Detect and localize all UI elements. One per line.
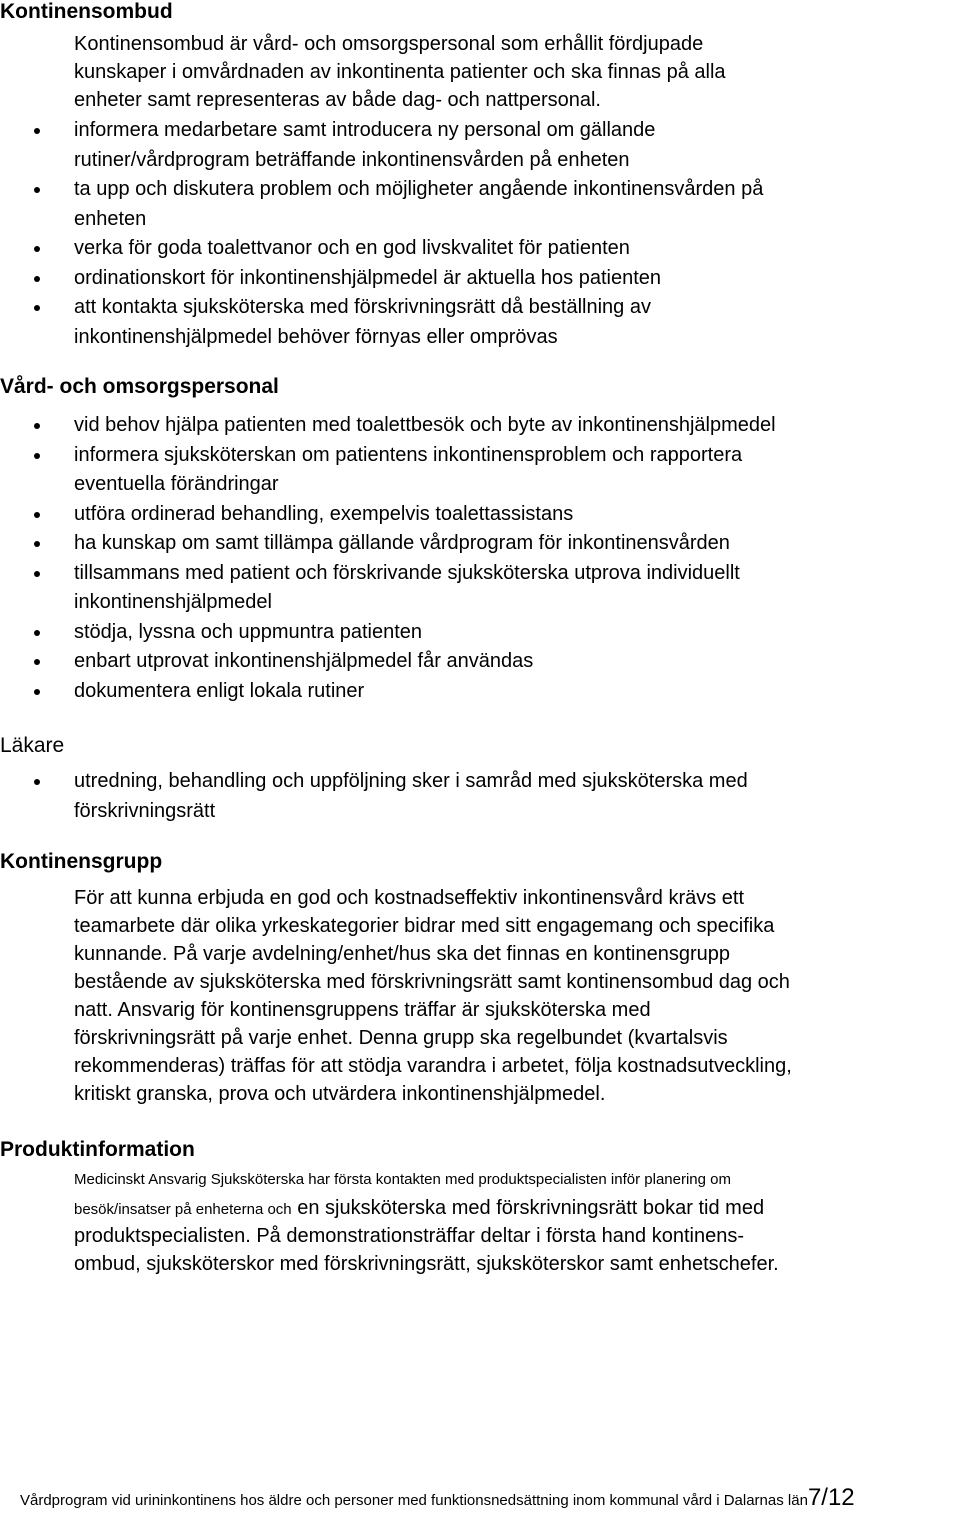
page-number: 7/12 [807,1484,855,1511]
text-line: rekommenderas) träffas för att stödja varandra i arbetet, följa kostnadsutveckling, [74,1055,792,1077]
page-footer [0,1484,960,1515]
bullet-icon [34,305,40,311]
bullet-icon [34,276,40,282]
list-item: informera sjuksköterskan om patientens inkontinensproblem och rapportera eventuella förändringar [0,441,776,500]
list-item: vid behov hjälpa patienten med toalettbesök och byte av inkontinenshjälpmedel [0,411,776,441]
heading-kontinensombud: Kontinensombud [0,0,173,23]
text-line: teamarbete där olika yrkeskategorier bidrar med sitt engagemang och specifika [74,915,775,937]
heading-kontinensgrupp: Kontinensgrupp [0,850,163,873]
text-line: ombud, sjuksköterskor med förskrivningsrätt, sjuksköterskor samt enhetschefer. [74,1253,779,1275]
list-item: enbart utprovat inkontinenshjälpmedel får användas [0,647,776,677]
bullet-icon [34,512,40,518]
bullet-icon [34,571,40,577]
text-line: natt. Ansvarig för kontinensgruppens träffar är sjuksköterska med [74,999,651,1021]
list-item: tillsammans med patient och förskrivande sjuksköterska utprova individuellt inkontinenshjälpmedel [0,559,776,618]
text-line [74,1194,958,1222]
list-item: dokumentera enligt lokala rutiner [0,677,776,707]
list-item: informera medarbetare samt introducera ny personal om gällande rutiner/vårdprogram beträffande inkontinensvården på enheten [0,116,763,175]
bullet-icon [34,187,40,193]
vard-omsorg-list [0,411,776,706]
list-item: ha kunskap om samt tillämpa gällande vårdprogram för inkontinensvården [0,529,776,559]
text-line: bestående av sjuksköterska med förskrivningsrätt samt kontinensombud dag och [74,971,790,993]
produktinformation-text [74,1166,958,1278]
bullet-icon [34,453,40,459]
text-line: kritiskt granska, prova och utvärdera inkontinenshjälpmedel. [74,1083,606,1105]
text-line: Medicinskt Ansvarig Sjuksköterska har första kontakten med produktspecialisten inför planering om [74,1171,731,1188]
heading-lakare: Läkare [0,734,65,757]
intro-line: Kontinensombud är vård- och omsorgspersonal som erhållit fördjupade [74,33,704,55]
heading-produktinformation: Produktinformation [0,1138,195,1161]
list-item: utredning, behandling och uppföljning sker i samråd med sjuksköterska med förskrivningsrätt [0,767,748,826]
bullet-icon [34,779,40,785]
bullet-icon [34,659,40,665]
heading-vard-omsorgspersonal: Vård- och omsorgspersonal [0,375,279,398]
text-small: besök/insatser på enheterna och [74,1201,292,1218]
list-item: utföra ordinerad behandling, exempelvis toalettassistans [0,500,776,530]
text-normal: en sjuksköterska med förskrivningsrätt bokar tid med [291,1197,765,1219]
bullet-icon [34,541,40,547]
bullet-icon [34,246,40,252]
list-item: ordinationskort för inkontinenshjälpmedel är aktuella hos patienten [0,264,763,294]
list-item: stödja, lyssna och uppmuntra patienten [0,618,776,648]
list-item: ta upp och diskutera problem och möjligheter angående inkontinensvården på enheten [0,175,763,234]
text-line: För att kunna erbjuda en god och kostnadseffektiv inkontinensvård krävs ett [74,887,745,909]
list-item: att kontakta sjuksköterska med förskrivningsrätt då beställning av inkontinenshjälpmedel behöver förnyas eller omprövas [0,293,763,352]
kontinensombud-list [0,116,763,352]
kontinensombud-intro [74,30,958,114]
intro-line: kunskaper i omvårdnaden av inkontinenta patienter och ska finnas på alla [74,61,726,83]
text-line: kunnande. På varje avdelning/enhet/hus ska det finnas en kontinensgrupp [74,943,731,965]
bullet-icon [34,128,40,134]
kontinensgrupp-text [74,884,958,1108]
footer-text: Vårdprogram vid urininkontinens hos äldre och personer med funktionsnedsättning inom kommunal vård i Dalarnas län [20,1492,808,1509]
bullet-icon [34,689,40,695]
lakare-list [0,767,748,826]
intro-line: enheter samt representeras av både dag- och nattpersonal. [74,89,601,111]
text-line: förskrivningsrätt på varje enhet. Denna grupp ska regelbundet (kvartalsvis [74,1027,728,1049]
text-line: produktspecialisten. På demonstrationsträffar deltar i första hand kontinens- [74,1225,744,1247]
bullet-icon [34,630,40,636]
bullet-icon [34,423,40,429]
list-item: verka för goda toalettvanor och en god livskvalitet för patienten [0,234,763,264]
